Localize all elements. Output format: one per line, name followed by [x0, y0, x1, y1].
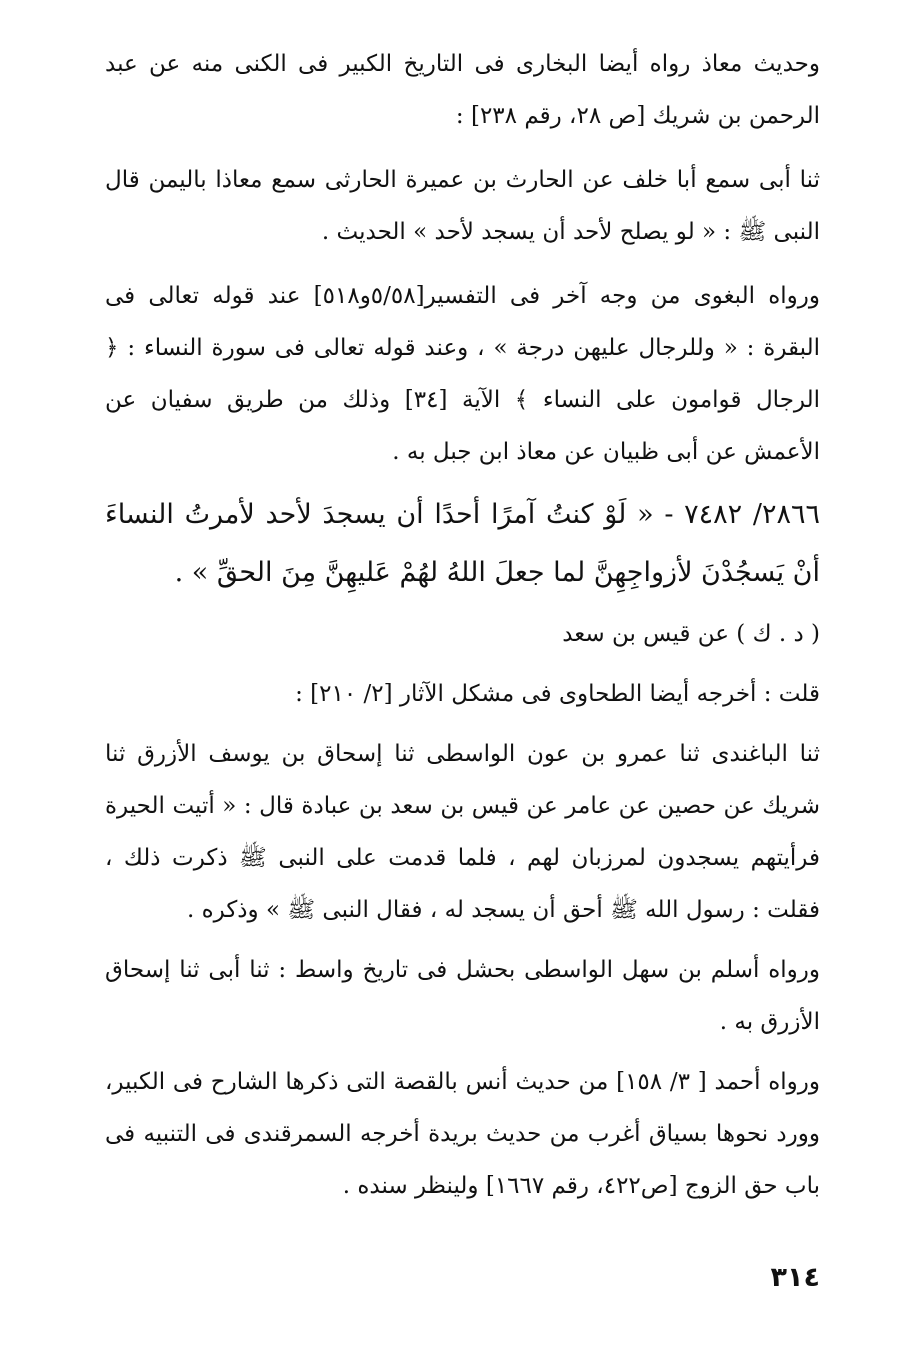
paragraph-muadh-narration: ثنا أبى سمع أبا خلف عن الحارث بن عميرة الحارثى سمع معاذا باليمن قال النبى ﷺ : « لو يصلح لأحد أن يسجد لأحد » الحديث . [105, 167, 820, 245]
paragraph-bukhari: وحديث معاذ رواه أيضا البخارى فى التاريخ الكبير فى الكنى منه عن عبد الرحمن بن شريك [ص ٢٨، رقم ٢٣٨] : [105, 51, 820, 129]
hadith-source-text: ( د . ك ) عن قيس بن سعد [562, 621, 820, 647]
commentary-aslam: ورواه أسلم بن سهل الواسطى بحشل فى تاريخ واسط : ثنا أبى ثنا إسحاق الأزرق به . [105, 957, 820, 1035]
page-body [105, 38, 820, 1224]
commentary-isnad: ثنا الباغندى ثنا عمرو بن عون الواسطى ثنا إسحاق بن يوسف الأزرق ثنا شريك عن حصين عن عامر عن قيس بن سعد بن عبادة قال : « أتيت الحيرة فرأيتهم يسجدون لمرزبان لهم ، فلما قدمت على النبى ﷺ ذكرت ذلك ، فقلت : رسول الله ﷺ أحق أن يسجد له ، فقال النبى ﷺ » وذكره . [105, 741, 820, 923]
hadith-text: ٢٨٦٦/ ٧٤٨٢ - « لَوْ كنتُ آمرًا أحدًا أن يسجدَ لأحد لأمرتُ النساءَ أنْ يَسجُدْنَ لأزواجِهِنَّ لما جعلَ اللهُ لهُمْ عَليهِنَّ مِنَ الحقِّ » . [105, 499, 820, 588]
commentary-ahmad: ورواه أحمد [ ٣/ ١٥٨] من حديث أنس بالقصة التى ذكرها الشارح فى الكبير، وورد نحوها بسياق أغرب من حديث بريدة أخرجه السمرقندى فى التنبيه فى باب حق الزوج [ص٤٢٢، رقم ١٦٦٧] ولينظر سنده . [105, 1069, 821, 1199]
commentary-tahawi: قلت : أخرجه أيضا الطحاوى فى مشكل الآثار [٢/ ٢١٠] : [295, 681, 820, 707]
hadith-source [105, 608, 820, 660]
page-number: ٣١٤ [770, 1262, 820, 1293]
paragraph-baghawi: ورواه البغوى من وجه آخر فى التفسير[٥/٥٨و٥١٨] عند قوله تعالى فى البقرة : « وللرجال عليهن درجة » ، وعند قوله تعالى فى سورة النساء : ﴿ الرجال قوامون على النساء ﴾ الآية [٣٤] وذلك من طريق سفيان عن الأعمش عن أبى ظبيان عن معاذ ابن جبل به . [105, 283, 820, 465]
